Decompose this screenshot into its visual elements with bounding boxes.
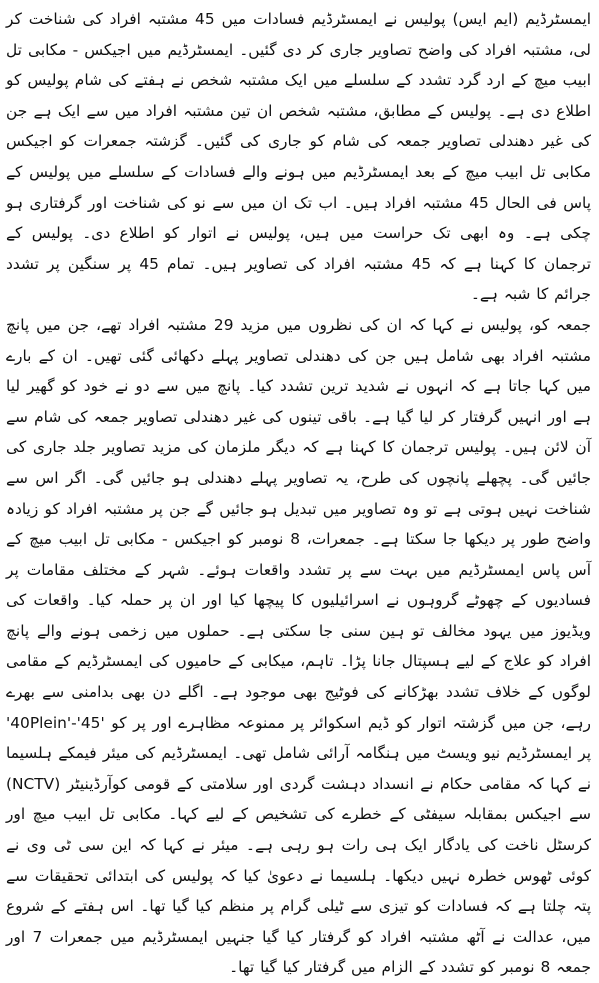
article-paragraph-1: ایمسٹرڈیم (ایم ایس) پولیس نے ایمسٹرڈیم فسادات میں 45 مشتبہ افراد کی شناخت کر لی، مشتبہ افراد کی واضح تصاویر جاری کر دی گئیں۔ ایمسٹرڈیم میں اجیکس - مکابی تل ابیب میچ کے ارد گرد تشدد کے سلسلے میں ایک مشتبہ شخص نے ہفتے کی شام پولیس کو اطلاع دی ہے۔ پولیس کے مطابق، مشتبہ شخص ان تین مشتبہ افراد میں سے ایک ہے جن کی غیر دھندلی تصاویر جمعہ کی شام کو جاری کی گئیں۔ گزشتہ جمعرات کو اجیکس مکابی تل ابیب میچ کے بعد ایمسٹرڈیم میں ہونے والے فسادات کے سلسلے میں پولیس کے پاس فی الحال 45 مشتبہ افراد ہیں۔ اب تک ان میں سے نو کی شناخت اور گرفتاری ہو چکی ہے۔ وہ ابھی تک حراست میں ہیں، پولیس نے اتوار کو اطلاع دی۔ پولیس کے ترجمان کا کہنا ہے کہ 45 مشتبہ افراد کی تصاویر ہیں۔ تمام 45 پر سنگین پر تشدد جرائم کا شبہ ہے۔	[6, 10, 592, 304]
article-paragraph-2: جمعہ کو، پولیس نے کہا کہ ان کی نظروں میں مزید 29 مشتبہ افراد تھے، جن میں پانچ مشتبہ افراد بھی شامل ہیں جن کی دھندلی تصاویر پہلے دکھائی گئی تھیں۔ ان کے بارے میں کہا جاتا ہے کہ انہوں نے شدید ترین تشدد کیا۔ پانچ میں سے دو نے خود کو گھیر لیا ہے اور انہیں گرفتار کر لیا گیا ہے۔ باقی تینوں کی غیر دھندلی تصاویر جمعہ کی شام سے آن لائن ہیں۔ پولیس ترجمان کا کہنا ہے کہ دیگر ملزمان کی مزید تصاویر جلد جاری کی جائیں گی۔ پچھلے پانچوں کی طرح، یہ تصاویر پہلے دھندلی ہو جائیں گی۔ اگر اس سے شناخت نہیں ہوتی ہے تو وہ تصاویر میں تبدیل ہو جائیں گے جن پر مشتبہ افراد کو زیادہ واضح طور پر دیکھا جا سکتا ہے۔ جمعرات، 8 نومبر کو اجیکس - مکابی تل ابیب میچ کے آس پاس ایمسٹرڈیم میں بہت سے پر تشدد واقعات ہوئے۔ شہر کے مختلف مقامات پر فسادیوں کے چھوٹے گروہوں نے اسرائیلیوں کا پیچھا کیا اور ان پر حملہ کیا۔ واقعات کی ویڈیوز میں یہود مخالف تو ہین سنی جا سکتی ہے۔ حملوں میں زخمی ہونے والے پانچ افراد کو علاج کے لیے ہسپتال جانا پڑا۔ تاہم، میکابی کے حامیوں کی ایمسٹرڈیم کے مقامی لوگوں کے خلاف تشدد بھڑکانے کی فوٹیج بھی موجود ہے۔ اگلے دن بھی بدامنی سے بھرے رہے، جن میں گزشتہ اتوار کو ڈیم اسکوائر پر ممنوعہ مظاہرے اور پر کو '40Plein'-'45' پر ایمسٹرڈیم نیو ویسٹ میں ہنگامہ آرائی شامل تھی۔ ایمسٹرڈیم کی میئر فیمکے ہلسیما نے کہا کہ مقامی حکام نے انسداد دہشت گردی اور سلامتی کے قومی کوآرڈینیٹر (NCTV) سے اجیکس بمقابلہ سیفٹی کے خطرے کی تشخیص کے لیے کہا۔ مکابی تل ابیب میچ اور کرسٹل ناخت کی یادگار ایک ہی رات ہو رہی ہے۔ میئر نے کہا کہ این سی ٹی وی نے کوئی ٹھوس خطرہ نہیں دیکھا۔ ہلسیما نے دعویٰ کیا کہ پولیس کی ابتدائی تحقیقات سے پتہ چلتا ہے کہ فسادات کو تیزی سے ٹیلی گرام پر منظم کیا گیا تھا۔ اس ہفتے کے شروع میں، عدالت نے آٹھ مشتبہ افراد کو گرفتار کیا گیا جنہیں ایمسٹرڈیم میں جمعرات 7 اور جمعہ 8 نومبر کو تشدد کے الزام میں گرفتار کیا گیا تھا۔	[6, 315, 592, 977]
